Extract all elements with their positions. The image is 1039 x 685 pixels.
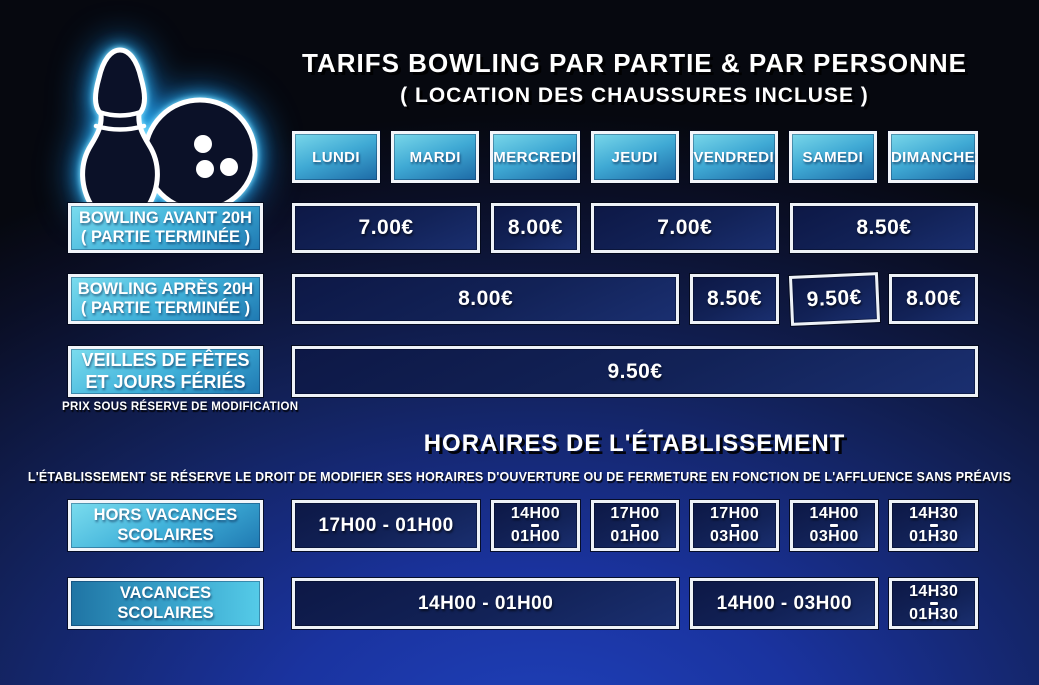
price-row-apres-20h	[292, 274, 978, 324]
row-label-line2: SCOLAIRES	[117, 525, 214, 544]
day-header-mardi: MARDI	[391, 131, 479, 183]
hours-close: 03H00	[809, 527, 859, 545]
bowling-ball-icon	[145, 100, 255, 207]
day-header-lundi: LUNDI	[292, 131, 380, 183]
hours-disclaimer: L'ÉTABLISSEMENT SE RÉSERVE LE DROIT DE MODIFIER SES HORAIRES D'OUVERTURE OU DE FERMETURE EN FONCTION DE L'AFFLUENCE SANS PRÉAVIS	[27, 470, 1012, 484]
row-label-line2: SCOLAIRES	[117, 603, 214, 622]
row-label-line1: BOWLING AVANT 20H	[79, 208, 252, 227]
hours-cell: 17H00 - 01H00	[292, 500, 480, 551]
row-label-line1: BOWLING APRÈS 20H	[77, 279, 254, 298]
price-cell: 7.00€	[292, 203, 480, 253]
hours-section-title: HORAIRES DE L'ÉTABLISSEMENT	[423, 430, 846, 457]
hours-open: 14H30	[909, 583, 959, 601]
hours-cell: 14H00 - 03H00	[690, 578, 878, 629]
price-cell: 8.50€	[690, 274, 779, 324]
day-header-jeudi: JEUDI	[591, 131, 679, 183]
price-cell: 8.50€	[790, 203, 978, 253]
row-label-line1: VACANCES	[119, 584, 212, 603]
row-label-line2: ( PARTIE TERMINÉE )	[80, 228, 251, 246]
row-label-line1: HORS VACANCES	[93, 506, 238, 525]
hours-cell	[790, 500, 879, 551]
row-label-line2: ( PARTIE TERMINÉE )	[80, 299, 251, 317]
day-header-samedi: SAMEDI	[789, 131, 877, 183]
hours-close: 01H30	[909, 527, 959, 545]
hours-close: 01H00	[610, 527, 660, 545]
price-footnote: PRIX SOUS RÉSERVE DE MODIFICATION	[62, 401, 299, 413]
hours-close: 01H00	[510, 527, 560, 545]
poster-title: TARIFS BOWLING PAR PARTIE & PAR PERSONNE	[302, 48, 967, 78]
row-label-line1: VEILLES DE FÊTES	[81, 350, 250, 371]
hours-cell	[889, 578, 978, 629]
hours-cell	[591, 500, 680, 551]
price-row-veilles-fetes	[292, 346, 978, 397]
row-label	[68, 274, 263, 324]
ball-hole-icon	[220, 158, 238, 176]
row-label-line2: ET JOURS FÉRIÉS	[85, 371, 246, 392]
day-header-row	[292, 131, 978, 183]
hours-dash-icon	[531, 524, 539, 527]
hours-dash-icon	[930, 602, 938, 605]
hours-close: 01H30	[909, 605, 959, 623]
row-label	[68, 346, 263, 397]
hours-dash-icon	[731, 524, 739, 527]
price-cell: 8.00€	[491, 203, 580, 253]
row-label	[68, 500, 263, 551]
row-label	[68, 203, 263, 253]
day-header-mercredi: MERCREDI	[490, 131, 579, 183]
hours-cell	[889, 500, 978, 551]
hours-row-hors-vacances	[292, 500, 978, 551]
hours-open: 14H30	[909, 505, 959, 523]
hours-row-vacances	[292, 578, 978, 629]
hours-open: 17H00	[610, 505, 660, 523]
price-cell: 9.50€	[292, 346, 978, 397]
price-cell: 9.50€	[789, 272, 880, 326]
hours-open: 14H00	[809, 505, 859, 523]
hours-close: 03H00	[709, 527, 760, 545]
hours-dash-icon	[830, 524, 838, 527]
day-header-vendredi: VENDREDI	[690, 131, 778, 183]
hours-open: 14H00	[510, 505, 560, 523]
hours-cell	[690, 500, 779, 551]
hours-open: 17H00	[709, 505, 760, 523]
poster-subtitle: ( LOCATION DES CHAUSSURES INCLUSE )	[400, 84, 869, 107]
price-row-avant-20h	[292, 203, 978, 253]
price-cell: 8.00€	[889, 274, 978, 324]
hours-dash-icon	[930, 524, 938, 527]
row-label	[68, 578, 263, 629]
ball-hole-icon	[194, 135, 212, 153]
hours-cell	[491, 500, 580, 551]
ball-hole-icon	[196, 160, 214, 178]
hours-dash-icon	[631, 524, 639, 527]
hours-cell: 14H00 - 01H00	[292, 578, 679, 629]
price-cell: 7.00€	[591, 203, 779, 253]
day-header-dimanche: DIMANCHE	[888, 131, 978, 183]
price-cell: 8.00€	[292, 274, 679, 324]
